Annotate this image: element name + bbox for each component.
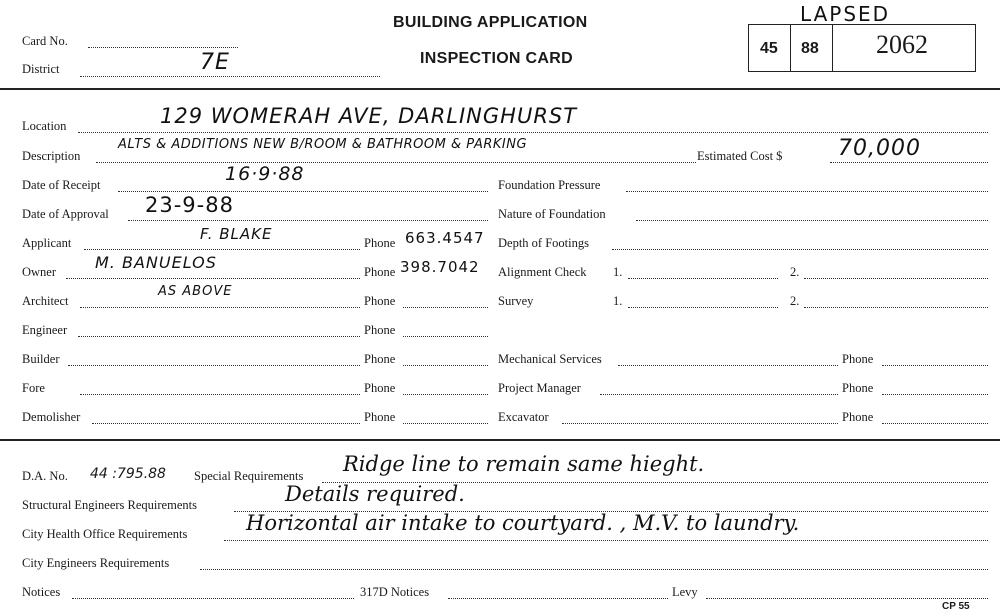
special-requirements-label: Special Requirements xyxy=(194,469,304,483)
nature-foundation-label: Nature of Foundation xyxy=(498,207,606,221)
mechanical-phone-label: Phone xyxy=(842,352,874,366)
project-manager-line xyxy=(600,394,838,395)
special-requirements-value: Ridge line to remain same hieght. xyxy=(343,452,705,476)
description-label: Description xyxy=(22,149,81,163)
builder-phone-line xyxy=(403,365,488,366)
engineer-label: Engineer xyxy=(22,323,68,337)
date-approval-label: Date of Approval xyxy=(22,207,109,221)
nature-foundation-line xyxy=(636,220,988,221)
alignment-line-2 xyxy=(804,278,988,279)
applicant-line xyxy=(84,249,360,250)
city-engineers-line xyxy=(200,569,988,570)
demolisher-line xyxy=(92,423,360,424)
applicant-phone-value: 663.4547 xyxy=(405,229,485,247)
estimated-cost-label: Estimated Cost $ xyxy=(697,149,783,163)
da-no-label: D.A. No. xyxy=(22,469,68,483)
form-code: CP 55 xyxy=(942,601,970,612)
description-value: ALTS & ADDITIONS NEW B/ROOM & BATHROOM & PARKING xyxy=(118,137,528,152)
ref-box-b: 88 xyxy=(801,40,819,57)
survey-line-1 xyxy=(628,307,778,308)
owner-phone-value: 398.7042 xyxy=(400,258,480,276)
owner-line xyxy=(66,278,360,279)
project-manager-phone-line xyxy=(882,394,988,395)
engineer-phone-line xyxy=(403,336,488,337)
estimated-cost-line xyxy=(830,162,988,163)
ref-box-divider-2 xyxy=(832,24,833,71)
project-manager-phone-label: Phone xyxy=(842,381,874,395)
description-line xyxy=(96,162,696,163)
excavator-line xyxy=(562,423,838,424)
alignment-line-1 xyxy=(628,278,778,279)
ref-box-a: 45 xyxy=(760,40,778,57)
ref-box-divider-1 xyxy=(790,24,791,71)
applicant-phone-label: Phone xyxy=(364,236,396,250)
applicant-label: Applicant xyxy=(22,236,72,250)
card-no-label: Card No. xyxy=(22,34,68,48)
district-value: 7E xyxy=(200,50,230,75)
fore-phone-line xyxy=(403,394,488,395)
317d-notices-label: 317D Notices xyxy=(360,585,430,599)
alignment-num2: 2. xyxy=(790,265,800,279)
mechanical-phone-line xyxy=(882,365,988,366)
levy-line xyxy=(706,598,988,599)
builder-label: Builder xyxy=(22,352,60,366)
architect-value: AS ABOVE xyxy=(158,284,233,299)
middle-rule xyxy=(0,439,1000,441)
fore-phone-label: Phone xyxy=(364,381,396,395)
card-no-line xyxy=(88,47,238,48)
owner-value: M. BANUELOS xyxy=(95,253,217,272)
excavator-label: Excavator xyxy=(498,410,549,424)
project-manager-label: Project Manager xyxy=(498,381,581,395)
excavator-phone-label: Phone xyxy=(842,410,874,424)
depth-footings-label: Depth of Footings xyxy=(498,236,589,250)
date-approval-value: 23-9-88 xyxy=(145,193,234,217)
excavator-phone-line xyxy=(882,423,988,424)
survey-num2: 2. xyxy=(790,294,800,308)
survey-label: Survey xyxy=(498,294,534,308)
location-value: 129 WOMERAH AVE, DARLINGHURST xyxy=(160,104,578,128)
form-title-line2: INSPECTION CARD xyxy=(420,50,573,67)
health-requirements-value: Horizontal air intake to courtyard. , M.V. to laundry. xyxy=(246,511,800,535)
survey-line-2 xyxy=(804,307,988,308)
date-receipt-label: Date of Receipt xyxy=(22,178,101,192)
owner-phone-label: Phone xyxy=(364,265,396,279)
builder-line xyxy=(68,365,360,366)
survey-num1: 1. xyxy=(613,294,623,308)
location-label: Location xyxy=(22,119,67,133)
top-rule xyxy=(0,88,1000,90)
owner-label: Owner xyxy=(22,265,57,279)
mechanical-services-label: Mechanical Services xyxy=(498,352,602,366)
lapsed-stamp: LAPSED xyxy=(800,2,891,26)
mechanical-services-line xyxy=(618,365,838,366)
notices-line xyxy=(72,598,354,599)
architect-phone-label: Phone xyxy=(364,294,396,308)
fore-label: Fore xyxy=(22,381,45,395)
health-requirements-line xyxy=(224,540,988,541)
district-label: District xyxy=(22,62,60,76)
alignment-check-label: Alignment Check xyxy=(498,265,587,279)
alignment-num1: 1. xyxy=(613,265,623,279)
date-approval-line xyxy=(128,220,488,221)
estimated-cost-value: 70,000 xyxy=(838,136,921,161)
ref-box xyxy=(748,24,976,72)
health-requirements-label: City Health Office Requirements xyxy=(22,527,188,541)
date-receipt-line xyxy=(118,191,488,192)
location-line xyxy=(78,132,988,133)
depth-footings-line xyxy=(612,249,988,250)
architect-label: Architect xyxy=(22,294,69,308)
date-receipt-value: 16·9·88 xyxy=(225,163,305,185)
ref-box-number: 2062 xyxy=(876,30,928,59)
levy-label: Levy xyxy=(672,585,698,599)
builder-phone-label: Phone xyxy=(364,352,396,366)
architect-line xyxy=(80,307,360,308)
city-engineers-label: City Engineers Requirements xyxy=(22,556,170,570)
demolisher-phone-line xyxy=(403,423,488,424)
structural-requirements-value: Details required. xyxy=(285,482,465,506)
engineer-line xyxy=(78,336,360,337)
fore-line xyxy=(80,394,360,395)
da-no-value: 44 :795.88 xyxy=(90,466,166,482)
engineer-phone-label: Phone xyxy=(364,323,396,337)
demolisher-phone-label: Phone xyxy=(364,410,396,424)
foundation-pressure-label: Foundation Pressure xyxy=(498,178,601,192)
demolisher-label: Demolisher xyxy=(22,410,81,424)
notices-label: Notices xyxy=(22,585,61,599)
317d-notices-line xyxy=(448,598,668,599)
foundation-pressure-line xyxy=(626,191,988,192)
applicant-value: F. BLAKE xyxy=(200,225,273,243)
form-title-line1: BUILDING APPLICATION xyxy=(393,14,588,31)
architect-phone-line xyxy=(403,307,488,308)
district-line xyxy=(80,76,380,77)
structural-requirements-label: Structural Engineers Requirements xyxy=(22,498,197,512)
